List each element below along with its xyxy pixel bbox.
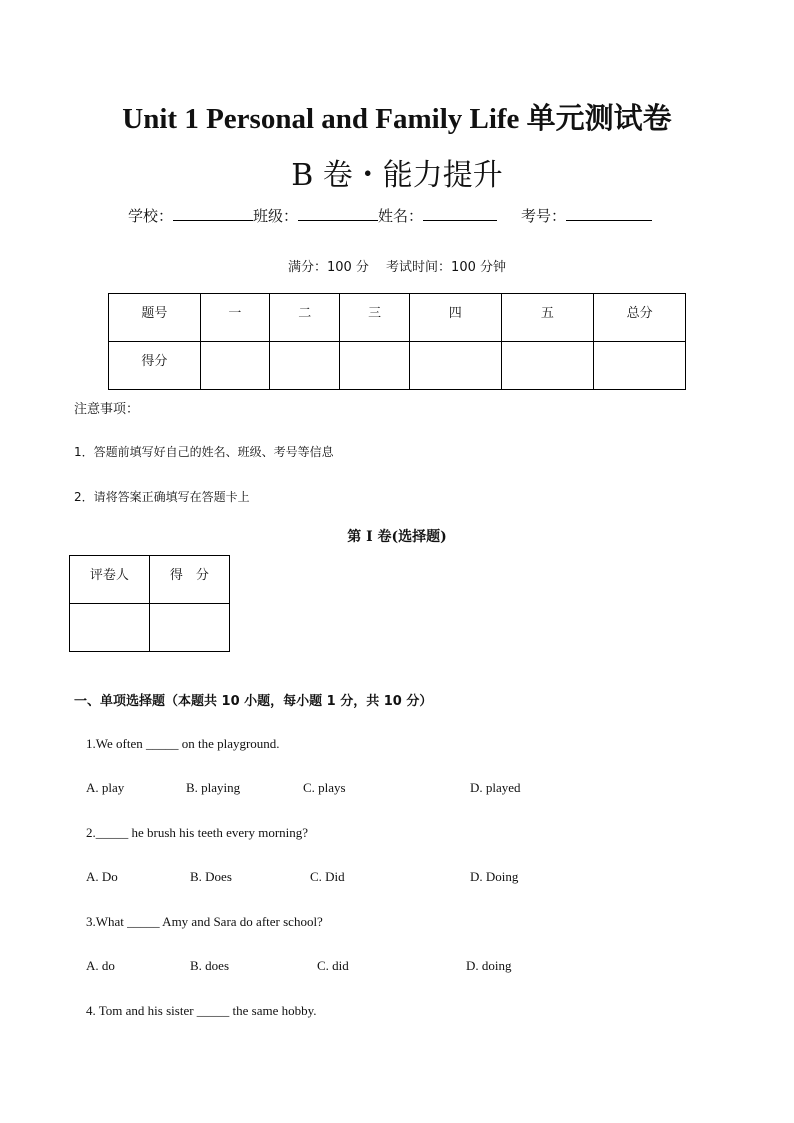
question-stem: 4. Tom and his sister _____ the same hobby. (86, 1003, 317, 1018)
name-label: 姓名： (378, 207, 424, 225)
grader-cell[interactable] (70, 604, 150, 652)
option-c[interactable]: C. Did (310, 869, 345, 884)
note-item: 2．请将答案正确填写在答题卡上 (74, 490, 250, 504)
option-d[interactable]: D. played (470, 780, 521, 795)
school-field[interactable] (173, 206, 253, 221)
question-stem: 2._____ he brush his teeth every morning? (86, 825, 309, 840)
school-label: 学校： (128, 207, 174, 225)
exam-no-field[interactable] (566, 206, 652, 221)
score-cell[interactable] (501, 342, 594, 390)
score-table-header: 题号 (109, 294, 201, 342)
page-title: Unit 1 Personal and Family Life 单元测试卷 (122, 103, 672, 135)
grader-header: 得 分 (149, 556, 229, 604)
question-stem: 3.What _____ Amy and Sara do after school? (86, 914, 323, 929)
page-subtitle: B 卷・能力提升 (291, 158, 503, 193)
option-a[interactable]: A. play (86, 780, 125, 795)
option-b[interactable]: B. playing (186, 780, 241, 795)
option-a[interactable]: A. do (86, 958, 115, 973)
score-cell[interactable] (200, 342, 269, 390)
note-item: 1．答题前填写好自己的姓名、班级、考号等信息 (74, 445, 334, 459)
grader-header: 评卷人 (70, 556, 150, 604)
option-c[interactable]: C. plays (303, 780, 346, 795)
class-label: 班级： (253, 207, 299, 225)
part1-heading: 一、单项选择题（本题共 10 小题，每小题 1 分，共 10 分） (74, 694, 433, 709)
score-row-label: 得分 (109, 342, 201, 390)
grader-table (69, 555, 230, 652)
section-title: 第 I 卷(选择题) (347, 529, 447, 545)
student-info-row (128, 205, 652, 226)
score-time-line: 满分：100 分 考试时间：100 分钟 (287, 260, 507, 275)
name-field[interactable] (423, 206, 497, 221)
score-cell[interactable] (340, 342, 409, 390)
grader-cell[interactable] (149, 604, 229, 652)
option-a[interactable]: A. Do (86, 869, 118, 884)
score-cell[interactable] (409, 342, 501, 390)
score-table-header: 三 (340, 294, 409, 342)
score-table-header: 二 (270, 294, 340, 342)
score-table-header: 一 (200, 294, 269, 342)
class-field[interactable] (298, 206, 378, 221)
question-stem: 1.We often _____ on the playground. (86, 736, 280, 751)
score-table (108, 293, 686, 390)
option-c[interactable]: C. did (317, 958, 349, 973)
score-cell[interactable] (594, 342, 686, 390)
score-cell[interactable] (270, 342, 340, 390)
option-b[interactable]: B. Does (190, 869, 232, 884)
option-d[interactable]: D. Doing (470, 869, 519, 884)
score-table-header: 五 (501, 294, 594, 342)
option-b[interactable]: B. does (190, 958, 229, 973)
score-table-header: 总分 (594, 294, 686, 342)
notes-title: 注意事项： (74, 402, 140, 417)
exam-no-label: 考号： (521, 207, 567, 225)
option-d[interactable]: D. doing (466, 958, 512, 973)
score-table-header: 四 (409, 294, 501, 342)
